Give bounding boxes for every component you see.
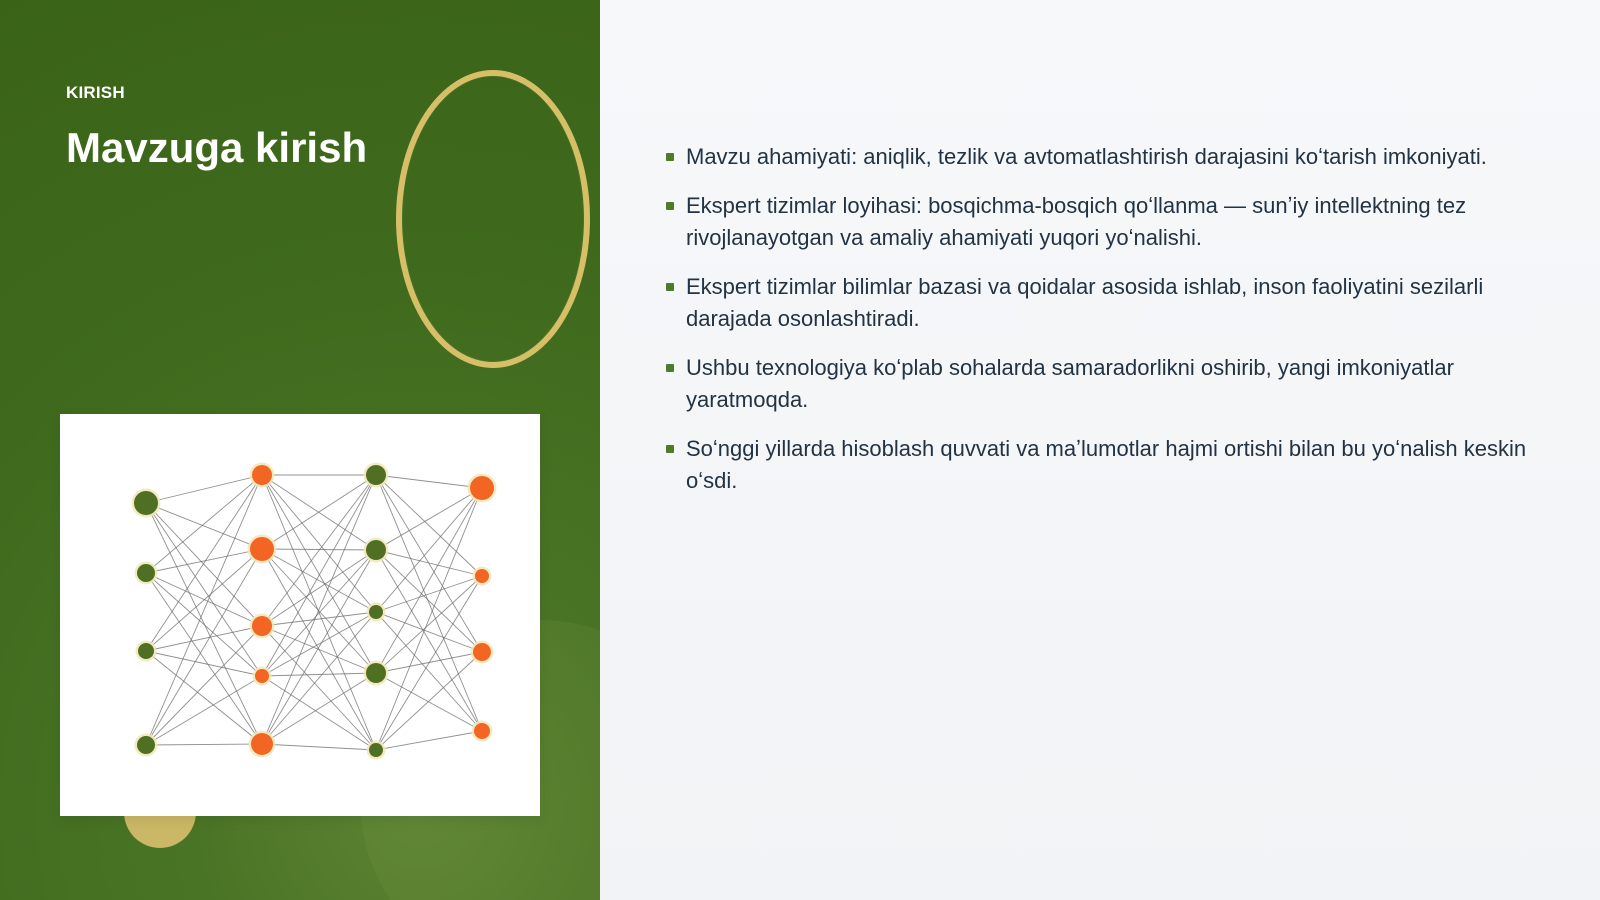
network-edge	[376, 475, 482, 576]
network-node-orange	[473, 643, 491, 661]
network-edge	[262, 612, 376, 744]
content-area	[666, 141, 1536, 514]
decorative-dot	[124, 812, 196, 848]
network-node-green	[138, 643, 154, 659]
network-edge	[376, 550, 482, 576]
network-edge	[376, 673, 482, 731]
page-title: Mavzuga kirish	[66, 124, 368, 171]
network-node-orange	[474, 723, 490, 739]
network-edge	[146, 626, 262, 745]
network-edge	[262, 673, 376, 676]
network-edge	[376, 488, 482, 612]
network-node-green	[137, 736, 155, 754]
bullet-item: Ekspert tizimlar bilimlar bazasi va qoidalar asosida ishlab, inson faoliyatini sezilarli darajada osonlashtiradi.	[666, 271, 1536, 335]
network-node-green	[366, 465, 386, 485]
network-edge	[376, 550, 482, 652]
network-edge	[146, 475, 262, 503]
network-edge	[376, 475, 482, 652]
network-node-green	[134, 491, 158, 515]
decorative-ring	[396, 70, 590, 368]
network-edge	[146, 549, 262, 573]
network-edge	[146, 651, 262, 744]
network-node-orange	[250, 537, 274, 561]
network-node-orange	[255, 669, 269, 683]
network-edge	[262, 744, 376, 750]
network-node-green	[366, 663, 386, 683]
network-node-green	[366, 540, 386, 560]
network-node-green	[369, 605, 383, 619]
network-node-orange	[252, 465, 272, 485]
neural-network-image	[60, 414, 540, 816]
network-edge	[376, 731, 482, 750]
network-edge	[146, 744, 262, 745]
bullet-item: Soʻnggi yillarda hisoblash quvvati va maʼlumotlar hajmi ortishi bilan bu yoʻnalish keskin oʻsdi.	[666, 433, 1536, 497]
network-edge	[376, 475, 482, 488]
bullet-item: Ushbu texnologiya koʻplab sohalarda samaradorlikni oshirib, yangi imkoniyatlar yaratmoqda.	[666, 352, 1536, 416]
network-edge	[376, 488, 482, 750]
network-node-green	[137, 564, 155, 582]
bullet-item: Ekspert tizimlar loyihasi: bosqichma-bosqich qoʻllanma — sunʼiy intellektning tez rivojlanayotgan va amaliy ahamiyati yuqori yoʻnalishi.	[666, 190, 1536, 254]
network-edge	[262, 550, 376, 676]
network-edges	[146, 475, 482, 750]
network-edge	[146, 503, 262, 676]
network-edge	[376, 576, 482, 673]
neural-network-diagram	[60, 414, 540, 816]
network-edge	[146, 503, 262, 549]
network-edge	[376, 488, 482, 673]
bullet-item: Mavzu ahamiyati: aniqlik, tezlik va avtomatlashtirish darajasini koʻtarish imkoniyati.	[666, 141, 1536, 173]
network-edge	[376, 475, 482, 731]
network-edge	[146, 651, 262, 676]
network-node-orange	[251, 733, 273, 755]
network-node-orange	[252, 616, 272, 636]
network-edge	[146, 676, 262, 745]
left-panel	[0, 0, 600, 900]
network-edge	[146, 573, 262, 744]
network-nodes	[132, 463, 497, 760]
network-edge	[146, 475, 262, 573]
network-edge	[376, 612, 482, 731]
network-edge	[262, 475, 376, 626]
network-node-orange	[470, 476, 494, 500]
network-node-orange	[475, 569, 489, 583]
network-edge	[262, 550, 376, 626]
network-edge	[376, 652, 482, 750]
network-edge	[262, 475, 376, 612]
network-edge	[262, 626, 376, 750]
network-edge	[376, 550, 482, 731]
network-edge	[146, 503, 262, 744]
network-edge	[376, 488, 482, 550]
section-label: KIRISH	[66, 83, 125, 102]
network-node-green	[369, 743, 383, 757]
network-edge	[262, 549, 376, 612]
network-edge	[262, 549, 376, 673]
network-edge	[146, 475, 262, 745]
network-edge	[262, 676, 376, 750]
bullet-list	[666, 141, 1536, 497]
